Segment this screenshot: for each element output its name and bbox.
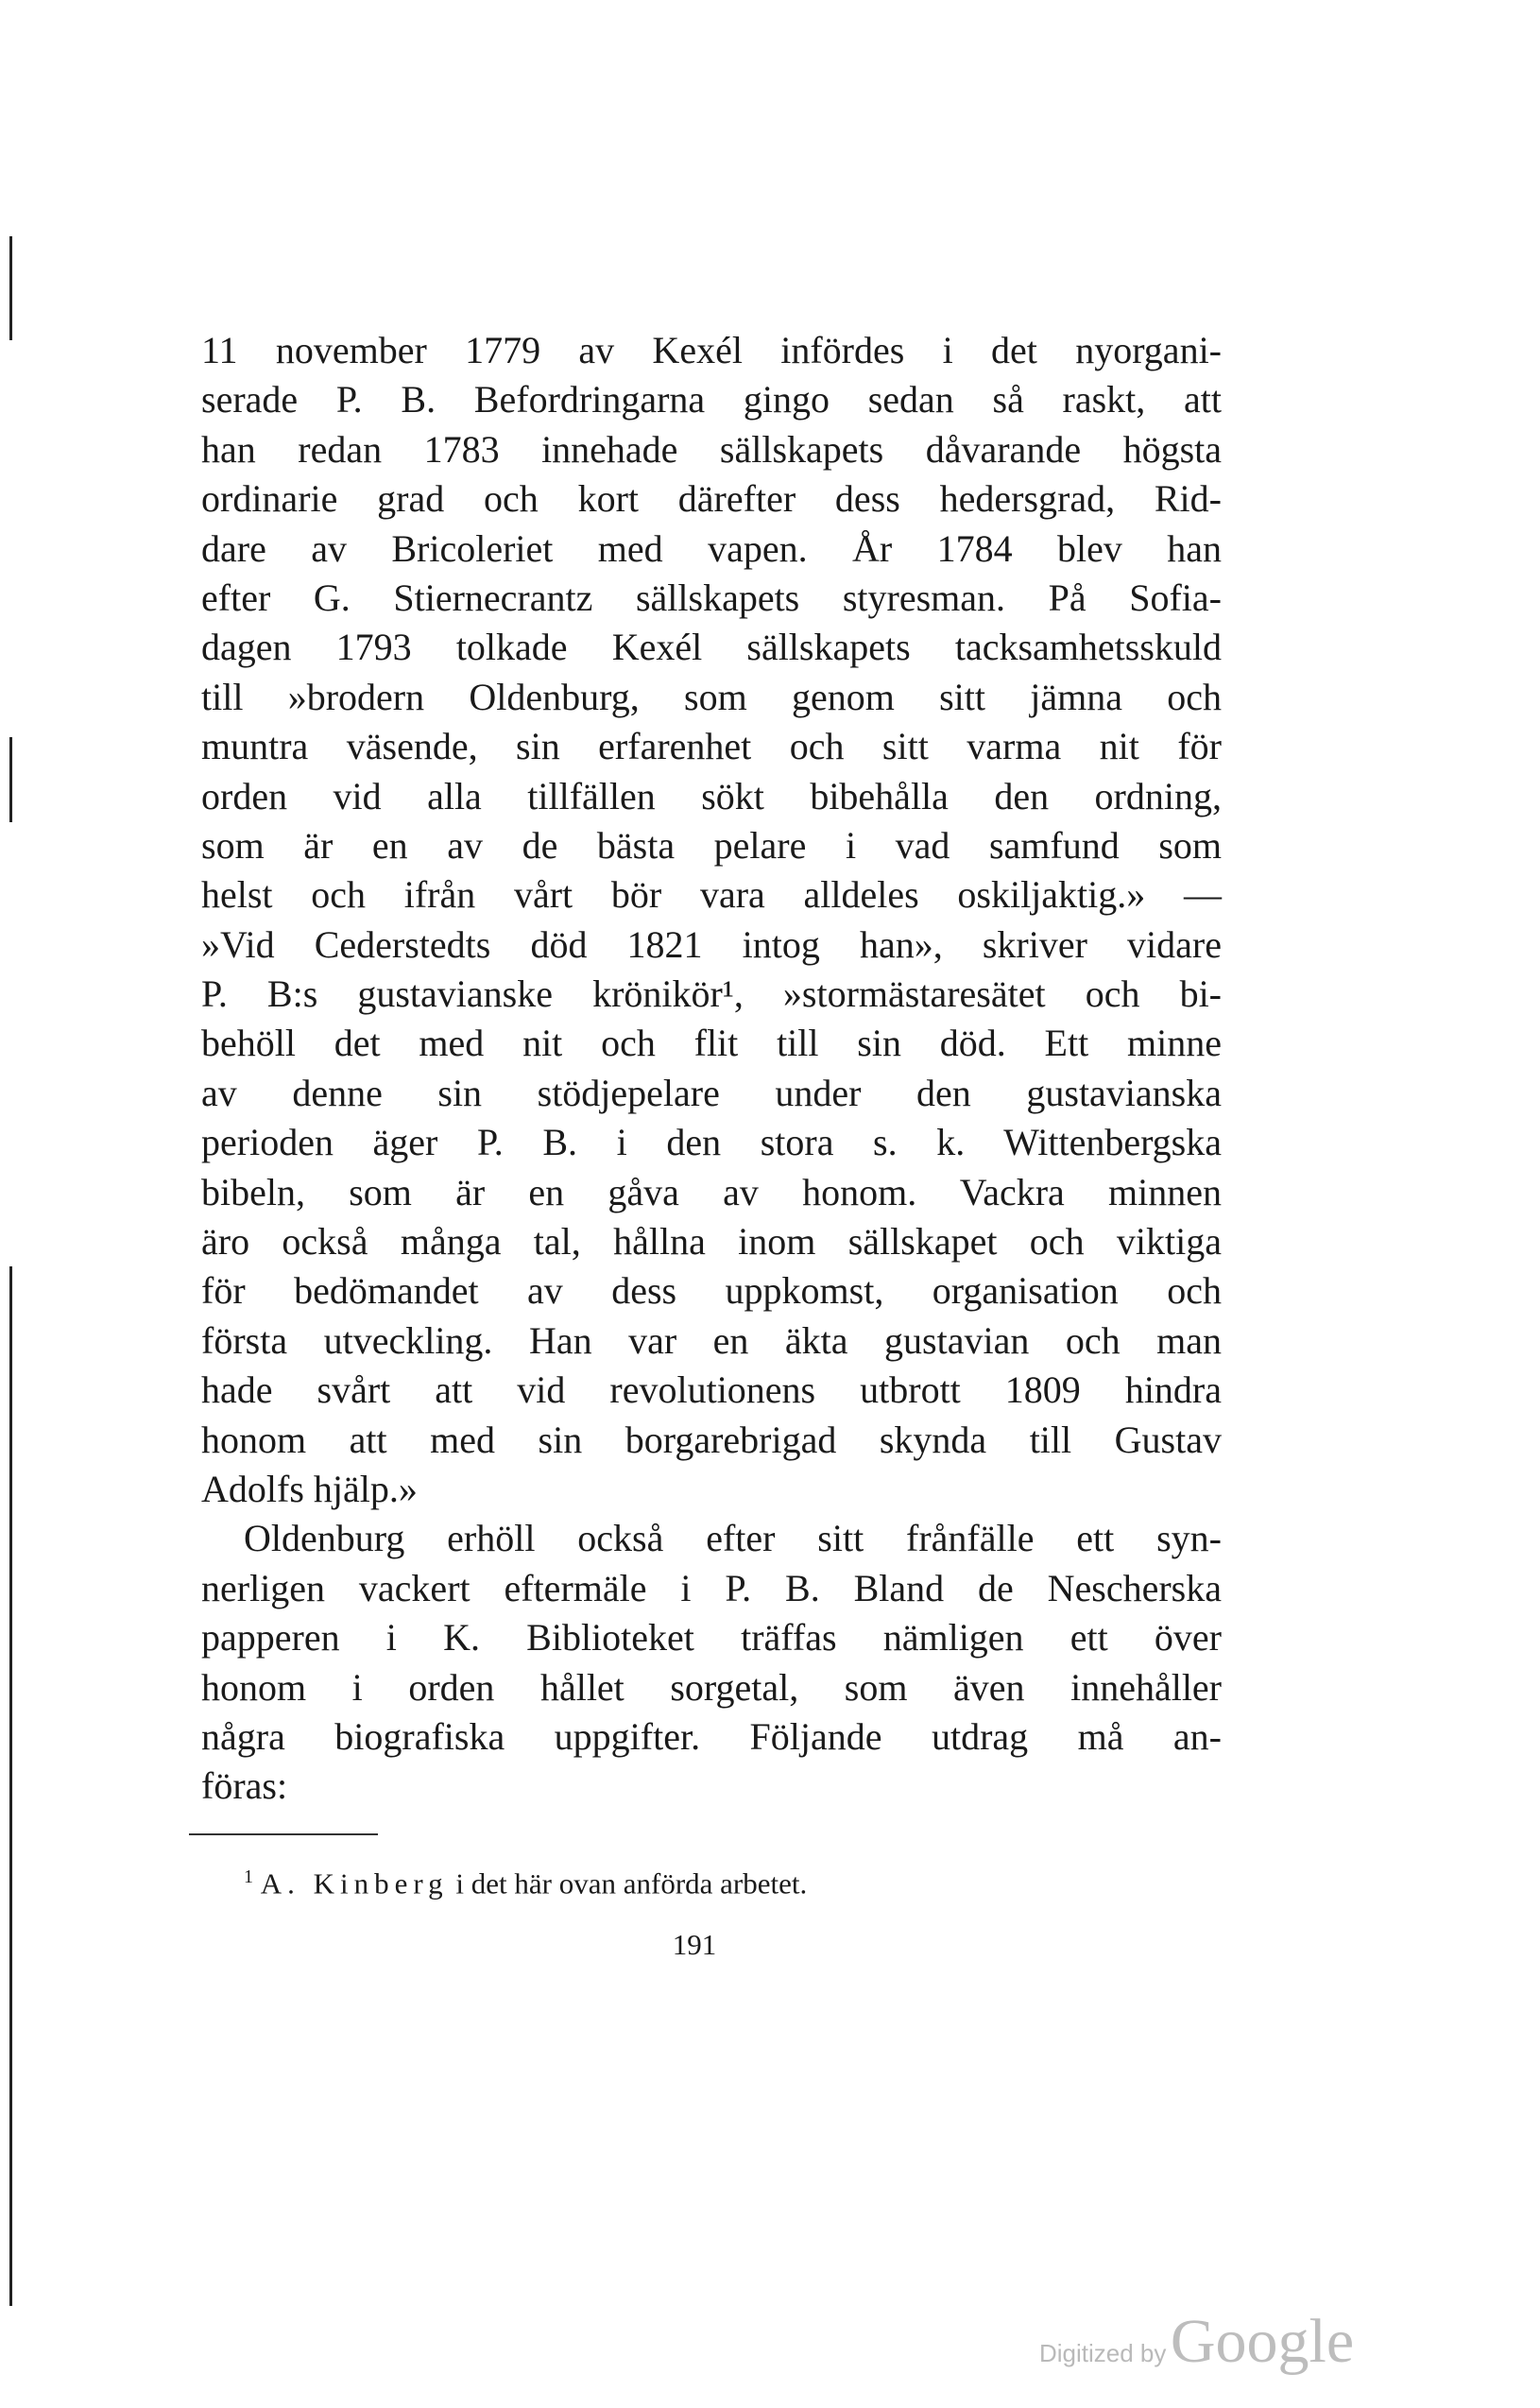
text-line: efter G. Stiernecrantz sällskapets styresman. På Sofia- [201, 576, 1222, 619]
text-line: ordinarie grad och kort därefter dess hedersgrad, Rid- [201, 477, 1222, 521]
text-line: till »brodern Oldenburg, som genom sitt jämna och [201, 675, 1222, 718]
text-line: för bedömandet av dess uppkomst, organisation och [201, 1269, 1222, 1313]
text-line: perioden äger P. B. i den stora s. k. Wittenbergska [201, 1121, 1222, 1164]
text-line: nerligen vackert eftermäle i P. B. Bland de Nescherska [201, 1566, 1222, 1609]
digitized-watermark [1039, 2306, 1354, 2378]
scan-edge-mark [9, 236, 12, 340]
text-line: honom i orden hållet sorgetal, som även innehåller [201, 1665, 1222, 1709]
text-line: behöll det med nit och flit till sin död. Ett minne [201, 1022, 1222, 1065]
text-line: föras: [201, 1764, 288, 1808]
footnote-text: i det här ovan anförda arbetet. [448, 1866, 808, 1901]
text-line: han redan 1783 innehade sällskapets dåvarande högsta [201, 427, 1222, 471]
text-line: »Vid Cederstedts död 1821 intog han», skriver vidare [201, 922, 1222, 966]
text-line: dare av Bricoleriet med vapen. År 1784 blev han [201, 526, 1222, 570]
text-line: bibeln, som är en gåva av honom. Vackra minnen [201, 1170, 1222, 1213]
text-line: dagen 1793 tolkade Kexél sällskapets tacksamhetsskuld [201, 626, 1222, 669]
text-line: äro också många tal, hållna inom sällskapet och viktiga [201, 1220, 1222, 1264]
body-text [201, 326, 1222, 1812]
text-line: serade P. B. Befordringarna gingo sedan så raskt, att [201, 378, 1222, 421]
text-line: Oldenburg erhöll också efter sitt frånfälle ett syn- [244, 1517, 1222, 1560]
text-line: hade svårt att vid revolutionens utbrott 1809 hindra [201, 1368, 1222, 1412]
text-line: första utveckling. Han var en äkta gustavian och man [201, 1318, 1222, 1362]
text-line: P. B:s gustavianske krönikör¹, »stormästaresätet och bi- [201, 972, 1222, 1016]
footnote-divider [189, 1833, 378, 1835]
scan-edge-mark [9, 737, 12, 822]
text-line: helst och ifrån vårt bör vara alldeles oskiljaktig.» — [201, 873, 1222, 917]
footnote-marker: 1 [244, 1866, 253, 1887]
watermark-prefix: Digitized by [1039, 2339, 1167, 2367]
text-line: papperen i K. Biblioteket träffas nämligen ett över [201, 1616, 1222, 1660]
footnote-author: A. Kinberg [260, 1866, 449, 1901]
scan-edge-mark [9, 1266, 12, 2306]
watermark-brand: Google [1170, 2307, 1355, 2376]
text-line: Adolfs hjälp.» [201, 1467, 418, 1510]
text-line: honom att med sin borgarebrigad skynda till Gustav [201, 1418, 1222, 1461]
text-line: orden vid alla tillfällen sökt bibehålla den ordning, [201, 774, 1222, 817]
footnote [244, 1866, 807, 1901]
text-line: muntra väsende, sin erfarenhet och sitt varma nit för [201, 725, 1222, 768]
page-number: 191 [672, 1928, 717, 1961]
text-line: några biografiska uppgifter. Följande utdrag må an- [201, 1714, 1222, 1758]
text-line: 11 november 1779 av Kexél infördes i det nyorgani- [201, 329, 1222, 371]
text-line: som är en av de bästa pelare i vad samfund som [201, 823, 1222, 867]
text-line: av denne sin stödjepelare under den gustavianska [201, 1071, 1222, 1114]
